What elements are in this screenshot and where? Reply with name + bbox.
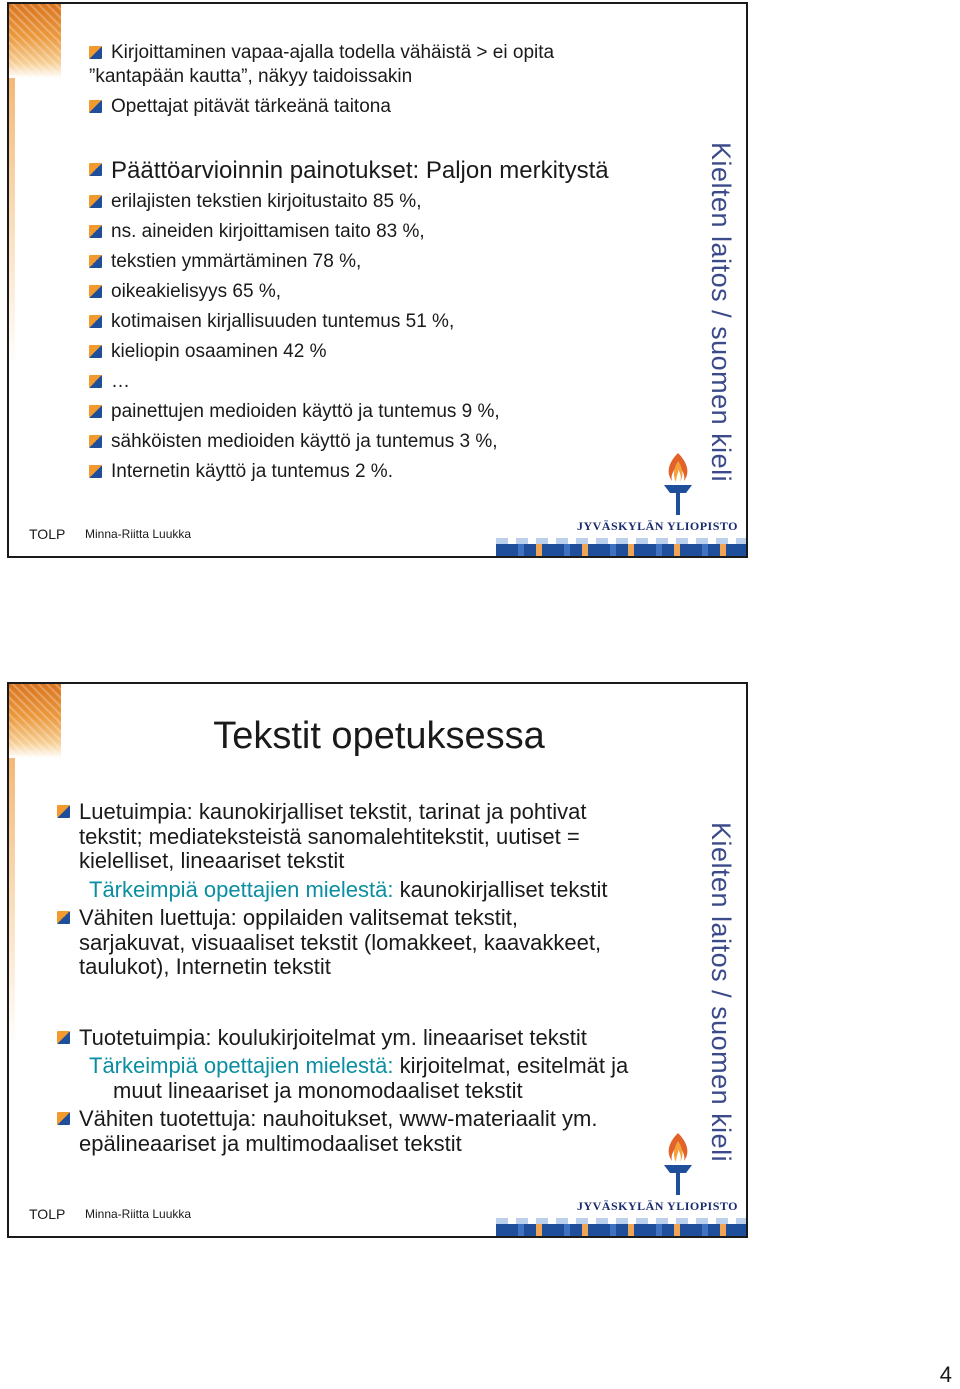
bullet-cube-icon (89, 255, 102, 268)
list-item (57, 1079, 697, 1104)
bullet-text: epälineaariset ja multimodaaliset tekstit (79, 1130, 462, 1156)
bullet-text: ”kantapään kautta”, näkyy taidoissakin (89, 66, 413, 87)
list-item (89, 95, 669, 119)
footer-tolp: TOLP (29, 1206, 66, 1222)
bullet-text: tekstit; mediateksteistä sanomalehtitekstit, uutiset = (79, 823, 580, 849)
list-item (89, 460, 669, 484)
list-item (89, 157, 669, 185)
list-item (57, 931, 697, 956)
university-name: JYVÄSKYLÄN YLIOPISTO (576, 1199, 738, 1213)
bullet-text: Tuotetuimpia: koulukirjoitelmat ym. lineaariset tekstit (79, 1024, 587, 1050)
footer-tolp: TOLP (29, 526, 66, 542)
bullet-text: erilajisten tekstien kirjoitustaito 85 %, (111, 191, 422, 212)
bullet-text: kotimaisen kirjallisuuden tuntemus 51 %, (111, 311, 455, 332)
bullet-cube-icon (57, 1112, 70, 1125)
bullet-text: Internetin käyttö ja tuntemus 2 %. (111, 461, 393, 482)
bullet-text: ns. aineiden kirjoittamisen taito 83 %, (111, 221, 425, 242)
bullet-cube-icon (89, 465, 102, 478)
department-vertical-label: Kielten laitos / suomen kieli (706, 822, 736, 1163)
department-vertical-label: Kielten laitos / suomen kieli (706, 142, 736, 483)
bullet-cube-icon (89, 163, 102, 176)
bullet-cube-icon (57, 805, 70, 818)
list-item (89, 190, 669, 214)
bullet-text: Vähiten tuotettuja: nauhoitukset, www-materiaalit ym. (79, 1106, 598, 1131)
bullet-text: Luetuimpia: kaunokirjalliset tekstit, tarinat ja pohtivat (79, 799, 587, 824)
bullet-text: … (111, 371, 130, 392)
footer-decorative-bar (496, 544, 746, 556)
bullet-cube-icon (57, 911, 70, 924)
list-item (89, 430, 669, 454)
bullet-text: Vähiten luettuja: oppilaiden valitsemat tekstit, (79, 905, 519, 930)
list-item (57, 955, 697, 980)
bullet-text: Päättöarvioinnin painotukset: Paljon merkitystä (111, 157, 609, 184)
university-torch-logo-icon (658, 1129, 698, 1199)
bullet-text: oikeakielisyys 65 %, (111, 281, 282, 302)
university-torch-logo-icon (658, 449, 698, 519)
decorative-corner (9, 684, 61, 758)
list-item (57, 1026, 697, 1051)
slide-title: Tekstit opetuksessa (213, 715, 545, 757)
bullet-text: kieliopin osaaminen 42 % (111, 341, 327, 362)
bullet-cube-icon (89, 375, 102, 388)
list-item (89, 340, 669, 364)
footer-author: Minna-Riitta Luukka (85, 527, 192, 541)
bullet-text: kielelliset, lineaariset tekstit (79, 848, 345, 873)
list-item (89, 370, 669, 394)
bullet-text: sähköisten medioiden käyttö ja tuntemus 3 %, (111, 431, 498, 452)
list-item (57, 878, 697, 903)
bullet-cube-icon (89, 225, 102, 238)
bullet-cube-icon (89, 315, 102, 328)
bullet-text: taulukot), Internetin tekstit (79, 954, 331, 979)
bullet-text: kirjoitelmat, esitelmät ja (393, 1053, 629, 1078)
decorative-corner (9, 4, 61, 78)
list-item (57, 800, 697, 825)
bullet-text: kaunokirjalliset tekstit (393, 876, 608, 902)
slide-1-bullet-list (89, 41, 669, 484)
slide-2-bullet-list (57, 800, 697, 1156)
list-item (89, 220, 669, 244)
bullet-cube-icon (89, 285, 102, 298)
slide-2 (7, 682, 748, 1238)
highlight-text: Tärkeimpiä opettajien mielestä: (89, 1053, 394, 1078)
bullet-cube-icon (89, 46, 102, 59)
bullet-cube-icon (89, 345, 102, 358)
slide-1 (7, 2, 748, 558)
list-item (57, 825, 697, 850)
list-item (57, 849, 697, 874)
list-item (89, 280, 669, 304)
bullet-text: muut lineaariset ja monomodaaliset tekstit (113, 1077, 523, 1103)
footer-decorative-bar (496, 1224, 746, 1236)
bullet-cube-icon (89, 405, 102, 418)
page-number: 4 (939, 1362, 952, 1387)
list-item (89, 400, 669, 424)
list-item (57, 1132, 697, 1157)
bullet-cube-icon (89, 100, 102, 113)
list-item (57, 906, 697, 931)
bullet-cube-icon (89, 195, 102, 208)
list-item (57, 1107, 697, 1132)
list-item (89, 41, 669, 65)
bullet-text: tekstien ymmärtäminen 78 %, (111, 251, 362, 272)
university-name: JYVÄSKYLÄN YLIOPISTO (576, 519, 738, 533)
list-item (89, 310, 669, 334)
highlight-text: Tärkeimpiä opettajien mielestä: (89, 876, 394, 902)
footer-author: Minna-Riitta Luukka (85, 1207, 192, 1221)
list-item (89, 65, 669, 89)
bullet-cube-icon (57, 1031, 70, 1044)
bullet-text: painettujen medioiden käyttö ja tuntemus 9 %, (111, 401, 500, 422)
bullet-text: Kirjoittaminen vapaa-ajalla todella vähäistä > ei opita (111, 42, 555, 63)
bullet-cube-icon (89, 435, 102, 448)
list-item (89, 250, 669, 274)
bullet-text: sarjakuvat, visuaaliset tekstit (lomakkeet, kaavakkeet, (79, 929, 602, 955)
bullet-text: Opettajat pitävät tärkeänä taitona (111, 96, 391, 117)
list-item (57, 1054, 697, 1079)
